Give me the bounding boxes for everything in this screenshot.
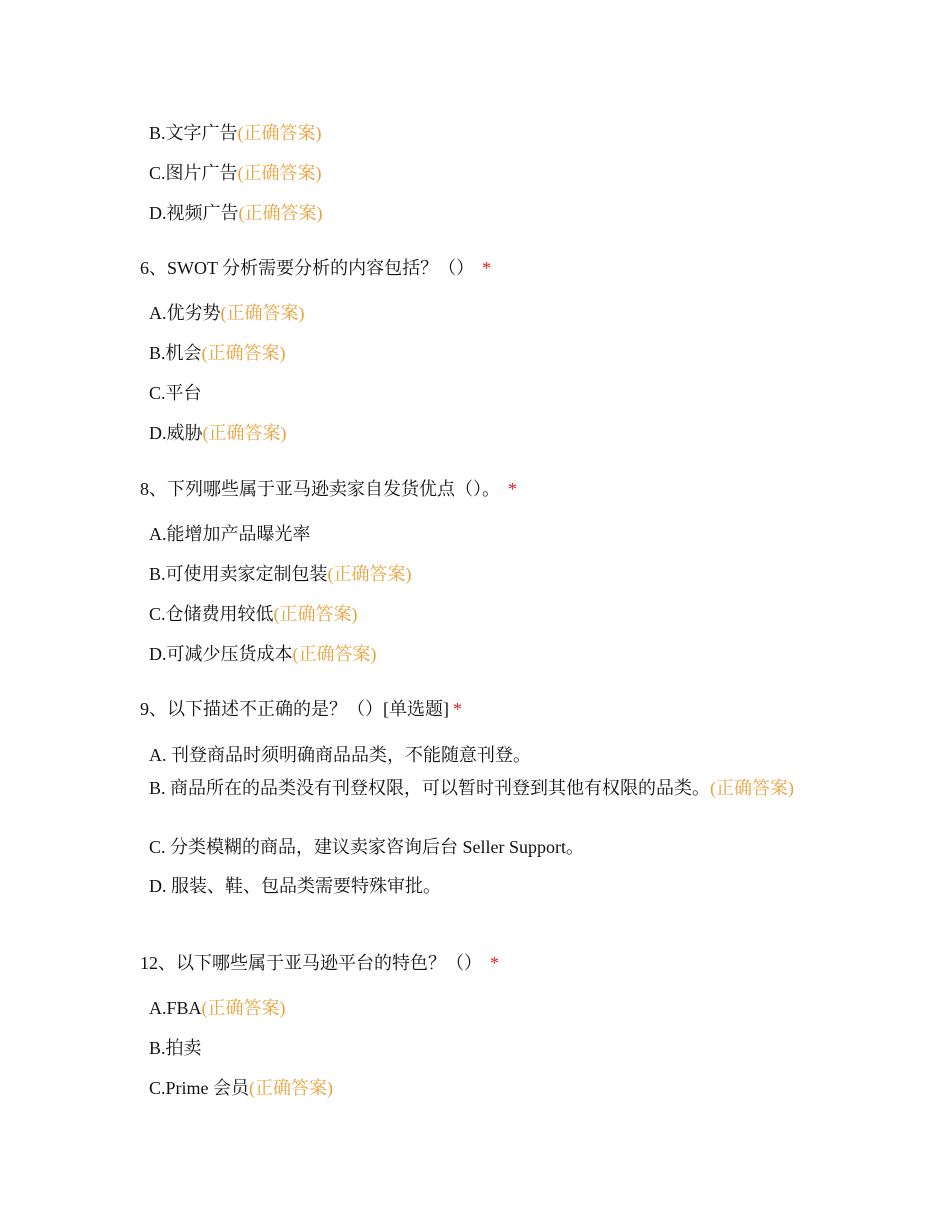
required-mark: * [490,953,499,973]
option-q9-b [149,775,799,801]
option-text: B.可使用卖家定制包装 [149,564,328,584]
correct-answer-mark: (正确答案) [249,1078,334,1098]
question-title [140,477,517,501]
question-title [140,697,462,721]
option-text: A.能增加产品曝光率 [149,524,311,544]
option-text: D. 服装、鞋、包品类需要特殊审批。 [149,876,441,896]
question-text: 8、下列哪些属于亚马逊卖家自发货优点（）。 [140,479,500,499]
correct-answer-mark: (正确答案) [273,604,358,624]
correct-answer-mark: (正确答案) [237,123,322,143]
question-text: 12、以下哪些属于亚马逊平台的特色？（） [140,953,482,973]
option-text: C.平台 [149,383,202,403]
option-text: C. 分类模糊的商品，建议卖家咨询后台 Seller Support。 [149,837,584,857]
required-mark: * [482,258,492,278]
option-text: B.文字广告 [149,123,238,143]
option-q5-b [149,120,799,146]
option-text: C.Prime 会员 [149,1078,250,1098]
option-q12-a [149,995,799,1021]
option-q8-d [149,641,799,667]
option-text: A. 刊登商品时须明确商品品类，不能随意刊登。 [149,745,531,765]
option-q6-c [149,380,799,406]
option-q12-b [149,1035,799,1061]
correct-answer-mark: (正确答案) [238,203,323,223]
correct-answer-mark: (正确答案) [710,778,795,798]
correct-answer-mark: (正确答案) [292,644,377,664]
required-mark: * [453,699,462,719]
option-q8-a [149,521,799,547]
option-text: B. 商品所在的品类没有刊登权限，可以暂时刊登到其他有权限的品类。 [149,778,711,798]
option-text: C.仓储费用较低 [149,604,274,624]
option-q9-d [149,873,799,899]
correct-answer-mark: (正确答案) [220,303,305,323]
option-text: D.视频广告 [149,203,239,223]
correct-answer-mark: (正确答案) [201,998,286,1018]
option-text: D.威胁 [149,423,203,443]
option-text: A.优劣势 [149,303,221,323]
option-q8-c [149,601,799,627]
option-q6-a [149,300,799,326]
option-q12-c [149,1075,799,1101]
option-q6-d [149,420,799,446]
correct-answer-mark: (正确答案) [201,343,286,363]
option-q6-b [149,340,799,366]
correct-answer-mark: (正确答案) [202,423,287,443]
option-q5-d [149,200,799,226]
option-q8-b [149,561,799,587]
option-q9-c [149,834,799,860]
correct-answer-mark: (正确答案) [327,564,412,584]
correct-answer-mark: (正确答案) [237,163,322,183]
option-text: B.拍卖 [149,1038,202,1058]
option-text: B.机会 [149,343,202,363]
option-text: D.可减少压货成本 [149,644,293,664]
question-text: 9、以下描述不正确的是？（）[单选题] [140,699,449,719]
option-text: C.图片广告 [149,163,238,183]
question-title [140,256,491,280]
question-text: 6、SWOT 分析需要分析的内容包括？（） [140,258,475,278]
question-title [140,951,499,975]
option-q9-a [149,742,799,768]
required-mark: * [508,479,517,499]
option-text: A.FBA [149,998,202,1018]
option-q5-c [149,160,799,186]
